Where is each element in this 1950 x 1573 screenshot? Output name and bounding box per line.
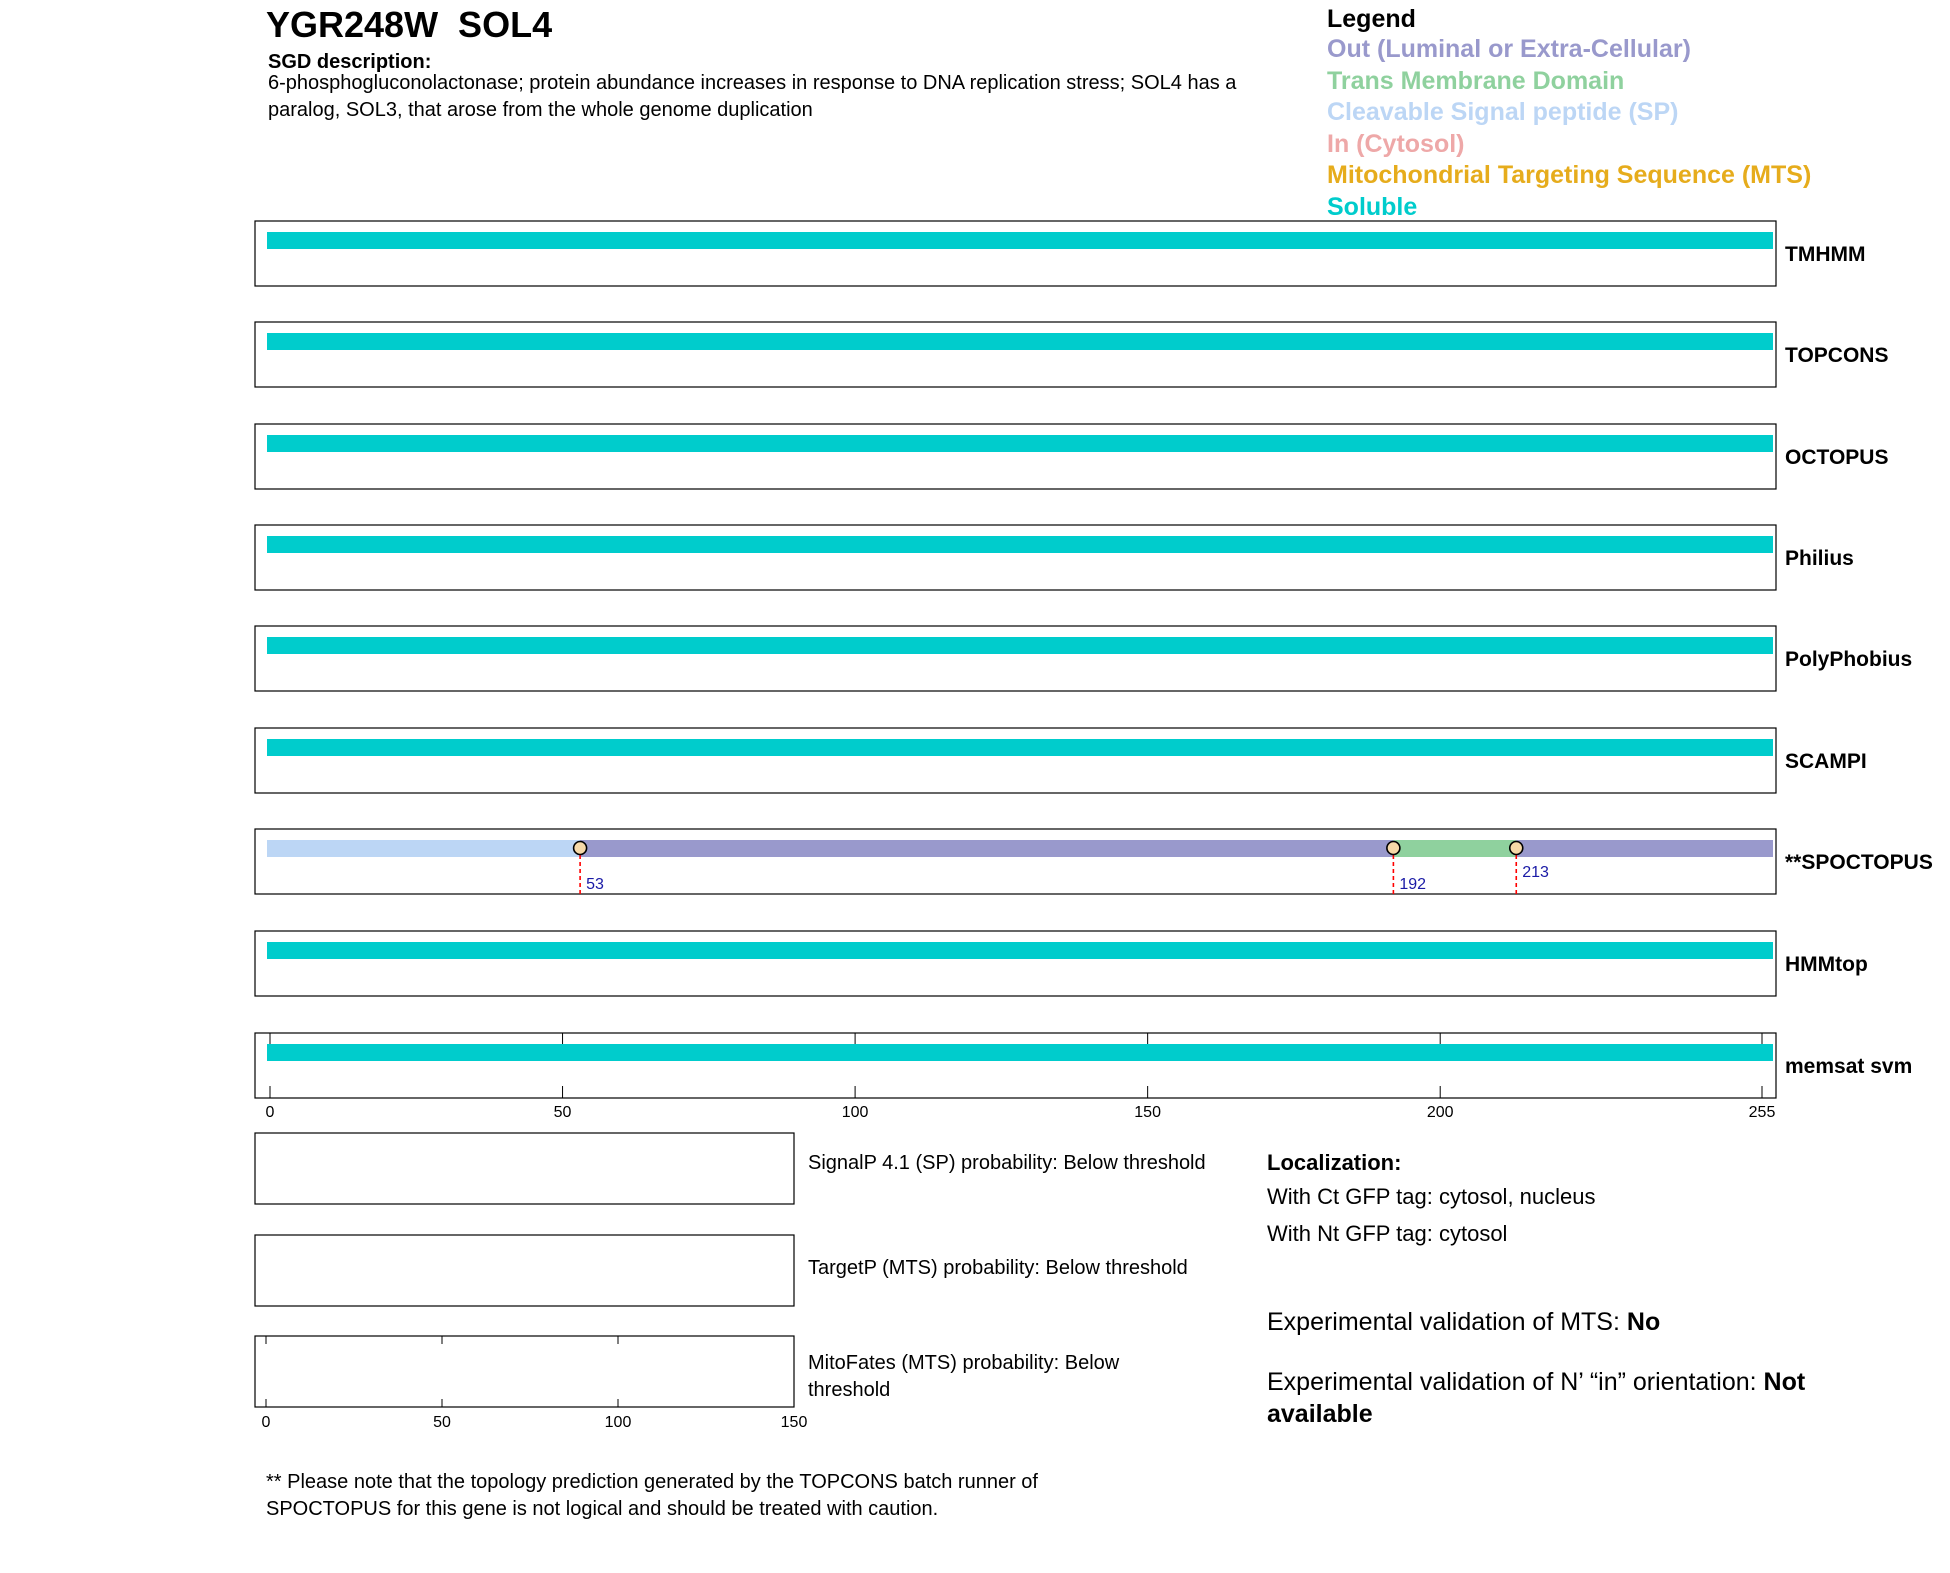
targetp-label: TargetP (MTS) probability: Below threshold (808, 1257, 1188, 1279)
legend-item-in: In (Cytosol) (1327, 129, 1465, 158)
marker-label: 192 (1399, 876, 1427, 893)
track-memsat-svm (255, 1033, 1912, 1098)
track-label-topcons: TOPCONS (1785, 344, 1889, 367)
legend-item-mts: Mitochondrial Targeting Sequence (MTS) (1327, 161, 1812, 190)
legend-item-sp: Cleavable Signal peptide (SP) (1327, 98, 1679, 127)
x-tick-label: 200 (1426, 1104, 1454, 1121)
localization-title: Localization: (1267, 1150, 1402, 1175)
x-tick-label: 150 (1134, 1104, 1161, 1121)
x-tick-label: 0 (265, 1104, 275, 1121)
track-frame (255, 728, 1776, 793)
prob-tick-label: 100 (604, 1414, 632, 1431)
track-hmmtop (255, 931, 1868, 996)
track-frame (255, 626, 1776, 691)
marker-dot (1387, 842, 1400, 855)
segment-soluble (267, 536, 1773, 553)
segment-soluble (267, 333, 1773, 350)
segment-soluble (267, 942, 1773, 959)
track-frame (255, 525, 1776, 590)
track-label-polyphobius: PolyPhobius (1785, 648, 1913, 671)
legend-item-soluble: Soluble (1327, 192, 1418, 221)
localization (1267, 1148, 1596, 1252)
track-frame (255, 424, 1776, 489)
mts-validation (1267, 1306, 1867, 1338)
signalp-label: SignalP 4.1 (SP) probability: Below threshold (808, 1152, 1206, 1174)
description-label: SGD description: (268, 51, 432, 73)
legend-title: Legend (1327, 5, 1416, 33)
segment-cleavable-signal-peptide-(sp) (267, 840, 580, 857)
track-label-octopus: OCTOPUS (1785, 446, 1889, 469)
track-frame (255, 322, 1776, 387)
prob-tick-label: 150 (780, 1414, 808, 1431)
footnote: ** Please note that the topology prediction generated by the TOPCONS batch runner of SPOCTOPUS for this gene is not logical and should be treated with caution. (266, 1471, 1038, 1520)
x-tick-label: 50 (553, 1104, 572, 1121)
localization-ct-gfp: With Ct GFP tag: cytosol, nucleus (1267, 1184, 1596, 1209)
track-label-philius: Philius (1785, 547, 1854, 570)
segment-out-(luminal-or-extra-cellular) (580, 840, 1393, 857)
orientation-validation (1267, 1366, 1847, 1430)
track-topcons (255, 322, 1888, 387)
segment-soluble (267, 637, 1773, 654)
legend-item-tm: Trans Membrane Domain (1327, 66, 1625, 95)
probability-box-2 (255, 1336, 794, 1407)
probability-frame (255, 1336, 794, 1407)
track-label-memsat-svm: memsat svm (1785, 1055, 1913, 1078)
track-tmhmm (255, 221, 1865, 286)
orientation-validation-label: Experimental validation of N’ “in” orientation: (1267, 1368, 1764, 1396)
track-philius (255, 525, 1854, 590)
track-polyphobius (255, 626, 1912, 691)
track-frame (255, 829, 1776, 894)
mitofates-label: MitoFates (MTS) probability: Below threshold (808, 1352, 1120, 1401)
x-axis (266, 1104, 1776, 1121)
track-label-hmmtop: HMMtop (1785, 953, 1868, 976)
marker-label: 213 (1522, 864, 1549, 881)
track-frame (255, 931, 1776, 996)
marker-dot (574, 842, 587, 855)
gene-title: YGR248W SOL4 (266, 4, 553, 45)
prob-tick-label: 50 (433, 1414, 451, 1431)
track-scampi (255, 728, 1867, 793)
x-tick-label: 100 (841, 1104, 869, 1121)
probability-axis (262, 1414, 808, 1431)
orientation-validation-value: Not available (1267, 1368, 1806, 1428)
prob-tick-label: 0 (261, 1414, 271, 1431)
track-label-spoctopus: **SPOCTOPUS (1785, 851, 1933, 874)
probability-frame (255, 1235, 794, 1306)
segment-soluble (267, 232, 1773, 249)
localization-nt-gfp: With Nt GFP tag: cytosol (1267, 1221, 1508, 1246)
segment-soluble (267, 435, 1773, 452)
marker-dot (1510, 842, 1523, 855)
description-text: 6-phosphogluconolactonase; protein abundance increases in response to DNA replication stress; SOL4 has a paralog, SOL3, that arose from the whole genome duplication (268, 72, 1237, 121)
track-label-tmhmm: TMHMM (1785, 243, 1866, 266)
x-tick-label: 255 (1748, 1104, 1776, 1121)
track-frame (255, 221, 1776, 286)
probability-box-1 (255, 1235, 794, 1306)
segment-soluble (267, 739, 1773, 756)
segment-soluble (267, 1044, 1773, 1061)
segment-out-(luminal-or-extra-cellular) (1516, 840, 1773, 857)
mts-validation-label: Experimental validation of MTS: (1267, 1308, 1627, 1336)
marker-label: 53 (586, 876, 604, 893)
track-label-scampi: SCAMPI (1785, 750, 1867, 773)
track-spoctopus (255, 829, 1933, 894)
probability-frame (255, 1133, 794, 1204)
segment-trans-membrane-domain (1393, 840, 1516, 857)
track-octopus (255, 424, 1888, 489)
probability-box-0 (255, 1133, 794, 1204)
mts-validation-value: No (1626, 1308, 1661, 1336)
track-frame (255, 1033, 1776, 1098)
legend-item-out: Out (Luminal or Extra-Cellular) (1327, 35, 1691, 63)
